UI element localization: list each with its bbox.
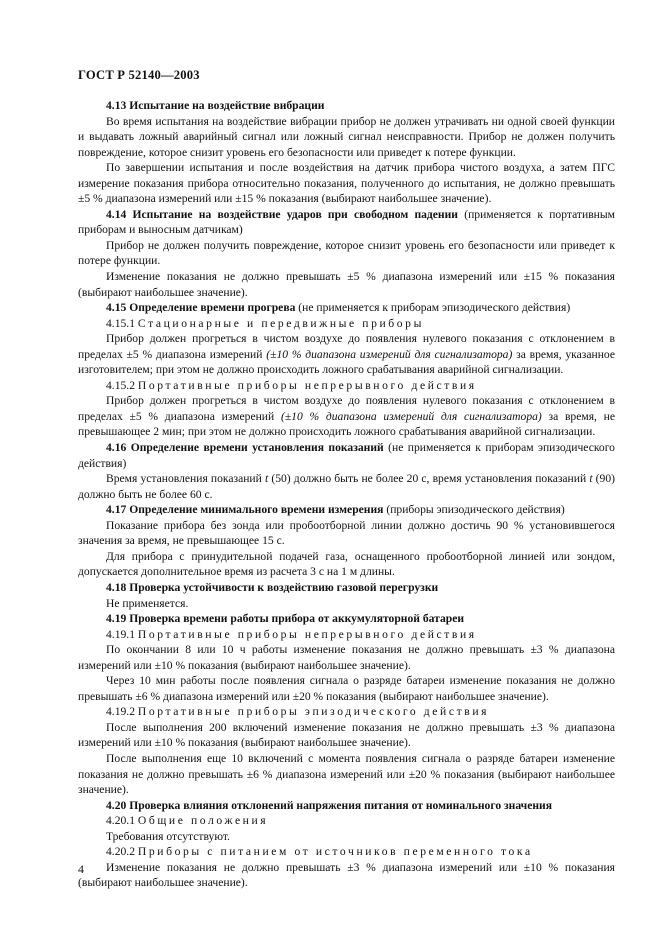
subsection-title: Приборы с питанием от источников переменного тока bbox=[137, 845, 533, 859]
text-run: Время установления показаний bbox=[106, 472, 265, 486]
document-header: ГОСТ Р 52140—2003 bbox=[78, 68, 200, 82]
paragraph: Требования отсутствуют. bbox=[106, 829, 230, 843]
section-heading-note: (приборы эпизодического действия) bbox=[383, 503, 565, 517]
paragraph bbox=[78, 471, 615, 502]
text-run-italic: (±10 % диапазона измерений для сигнализатора) bbox=[280, 409, 542, 423]
section-heading-4-16: 4.16 Определение времени установления показаний bbox=[106, 441, 384, 455]
subsection-4-15-2 bbox=[78, 378, 615, 394]
document-body bbox=[78, 98, 615, 891]
paragraph: Через 10 мин работы после появления сигнала о разряде батареи изменение показания не должно превышать ±6 % диапазона измерений или ±20 % показания (выбирают наибольшее значение). bbox=[78, 674, 615, 703]
paragraph: Изменение показания не должно превышать ±5 % диапазона измерений или ±15 % показания (выбирают наибольшее значение). bbox=[78, 270, 615, 299]
subsection-number: 4.19.2 bbox=[106, 705, 138, 719]
section-4-14 bbox=[78, 207, 615, 238]
section-heading-4-14: 4.14 Испытание на воздействие ударов при свободном падении bbox=[106, 207, 458, 221]
paragraph: Прибор не должен получить повреждение, которое снизит уровень его безопасности или приведет к потере функции. bbox=[78, 238, 615, 268]
section-4-16 bbox=[78, 440, 615, 471]
text-run: Прибор должен прогреться в чистом воздухе до появления нулевого показания с отклонением в пределах ±5 % диапазона измерений bbox=[78, 394, 615, 423]
section-heading-4-15: 4.15 Определение времени прогрева bbox=[106, 301, 296, 315]
paragraph: Изменение показания не должно превышать ±3 % диапазона измерений или ±10 % показания (выбирают наибольшее значение). bbox=[78, 860, 615, 890]
paragraph: Не применяется. bbox=[106, 596, 189, 610]
paragraph bbox=[78, 393, 615, 440]
section-4-17 bbox=[78, 502, 615, 518]
section-4-15 bbox=[78, 300, 615, 316]
paragraph bbox=[78, 331, 615, 378]
subsection-4-19-1 bbox=[78, 627, 615, 643]
paragraph: Во время испытания на воздействие вибрации прибор не должен утрачивать ни одной своей функции и выдавать ложный аварийный сигнал или ложный сигнал неисправности. Прибор не должен получить повреждение, которое снизит уровень его безопасности или приведет к потере функции. bbox=[78, 114, 615, 159]
text-run: за время, не превышающее 2 мин; при этом не должно происходить ложного срабатывания аварийной сигнализации. bbox=[78, 409, 615, 439]
section-heading-4-18: 4.18 Проверка устойчивости к воздействию газовой перегрузки bbox=[106, 580, 439, 594]
subsection-number: 4.20.2 bbox=[106, 845, 138, 859]
subsection-number: 4.19.1 bbox=[106, 627, 138, 641]
paragraph: После выполнения еще 10 включений с момента появления сигнала о разряде батареи изменение показания не должно превышать ±6 % диапазона измерений или ±20 % показания (выбирают наибольшее значение). bbox=[78, 751, 615, 797]
subsection-title: Стационарные и передвижные приборы bbox=[137, 316, 424, 330]
subsection-number: 4.15.2 bbox=[106, 378, 138, 392]
paragraph: По окончании 8 или 10 ч работы изменение показания не должно превышать ±3 % диапазона измерений или ±10 % показания (выбирают наибольшее значение). bbox=[78, 643, 615, 672]
section-heading-4-19: 4.19 Проверка времени работы прибора от аккумуляторной батареи bbox=[106, 612, 465, 626]
text-run-italic: t bbox=[264, 472, 269, 486]
subsection-4-15-1 bbox=[78, 316, 615, 332]
paragraph: Показание прибора без зонда или пробоотборной линии должно достичь 90 % установившегося значения за время, не превышающее 15 с. bbox=[78, 518, 615, 548]
subsection-title: Портативные приборы непрерывного действия bbox=[137, 378, 477, 392]
section-heading-note: (не применяется к приборам эпизодического действия) bbox=[78, 441, 615, 470]
subsection-title: Общие положения bbox=[137, 814, 269, 828]
subsection-number: 4.20.1 bbox=[106, 814, 138, 828]
subsection-number: 4.15.1 bbox=[106, 316, 138, 330]
subsection-4-20-1 bbox=[78, 813, 615, 829]
paragraph: По завершении испытания и после воздействия на датчик прибора чистого воздуха, а затем ПГС измерение показания прибора относительно показания, полученного до испытания, не должно превышать ±5 % диапазона измерений или ±15 % показания (выбирают наибольшее значение). bbox=[78, 161, 615, 206]
text-run: (50) должно быть не более 20 с, время установления показаний bbox=[268, 472, 590, 486]
subsection-4-19-2 bbox=[78, 704, 615, 720]
text-run: Прибор должен прогреться в чистом воздухе до появления нулевого показания с отклонением в пределах ±5 % диапазона измерений bbox=[78, 332, 615, 361]
subsection-4-20-2 bbox=[78, 844, 615, 860]
subsection-title: Портативные приборы непрерывного действия bbox=[137, 627, 477, 641]
text-run: (90) должно быть не более 60 с. bbox=[78, 472, 615, 501]
text-run-italic: t bbox=[589, 472, 593, 486]
section-heading-note: (применяется к портативным приборам и выносным датчикам) bbox=[78, 207, 615, 237]
section-heading-note: (не применяется к приборам эпизодического действия) bbox=[295, 301, 571, 315]
subsection-title: Портативные приборы эпизодического действия bbox=[137, 705, 490, 719]
paragraph: После выполнения 200 включений изменение показания не должно превышать ±3 % диапазона измерений или ±10 % показания (выбирают наибольшее значение). bbox=[78, 720, 615, 750]
paragraph: Для прибора с принудительной подачей газа, оснащенного пробоотборной линией или зондом, допускается дополнительное время из расчета 3 с на 1 м длины. bbox=[78, 549, 615, 579]
section-heading-4-13: 4.13 Испытание на воздействие вибрации bbox=[106, 99, 325, 112]
section-heading-4-17: 4.17 Определение минимального времени измерения bbox=[106, 503, 384, 517]
text-run-italic: (±10 % диапазона измерений для сигнализатора) bbox=[266, 347, 513, 361]
section-heading-4-20: 4.20 Проверка влияния отклонений напряжения питания от номинального значения bbox=[106, 798, 552, 812]
page-number: 4 bbox=[78, 862, 84, 876]
text-run: за время, указанное изготовителем; при этом не должно происходить ложного срабатывания аварийной сигнализации. bbox=[78, 347, 615, 377]
